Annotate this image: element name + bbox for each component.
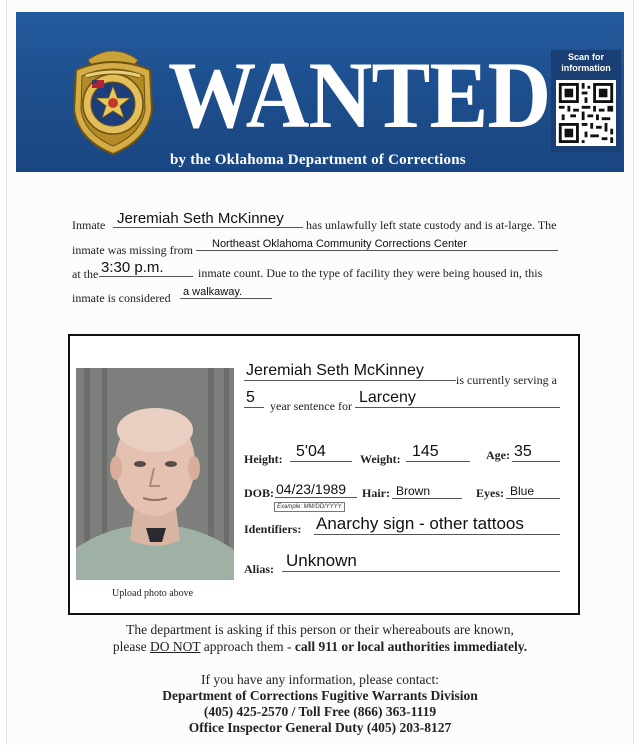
- height-field: 5'04: [290, 443, 352, 462]
- inspector-phone: Office Inspector General Duty (405) 203-8127: [188, 720, 452, 735]
- inmate-name-field: Jeremiah Seth McKinney: [113, 210, 303, 228]
- contact-intro: If you have any information, please contact:: [200, 672, 440, 687]
- hair-field: Brown: [392, 484, 462, 499]
- time-field: 3:30 p.m.: [99, 259, 193, 277]
- dob-label: DOB:: [244, 486, 274, 500]
- dob-format-hint: Example: MM/DD/YYYY: [274, 502, 345, 512]
- qr-label: Scan for information: [561, 52, 611, 73]
- eyes-field: Blue: [506, 484, 560, 499]
- intro-label-inmate: Inmate: [72, 218, 106, 232]
- dob-field: 04/23/1989: [275, 481, 357, 498]
- eyes-label: Eyes:: [476, 486, 504, 500]
- weight-label: Weight:: [360, 452, 401, 466]
- division-name: Department of Corrections Fugitive Warrants Division: [162, 688, 478, 703]
- sentence-for-text: year sentence for: [270, 399, 352, 413]
- weight-field: 145: [406, 443, 470, 462]
- age-label: Age:: [486, 448, 510, 462]
- detail-name-field: Jeremiah Seth McKinney: [244, 362, 456, 381]
- inmate-info-box: [68, 334, 580, 615]
- qr-panel[interactable]: [551, 50, 621, 152]
- photo-caption: Upload photo above: [112, 588, 194, 599]
- serving-text: is currently serving a: [456, 373, 557, 387]
- wanted-title: WANTED: [168, 42, 551, 148]
- do-not-text: DO NOT: [150, 639, 201, 654]
- footer-request-line: The department is asking if this person or their whereabouts are known,: [126, 622, 514, 637]
- status-field: a walkaway.: [180, 286, 272, 299]
- intro-label-considered: inmate is considered: [72, 291, 171, 305]
- identifiers-field: Anarchy sign - other tattoos: [314, 514, 560, 535]
- intro-text-unlawful: has unlawfully left state custody and is at-large. The: [306, 218, 557, 232]
- badge-icon: [68, 40, 158, 156]
- qr-code-icon[interactable]: [556, 80, 616, 146]
- height-label: Height:: [244, 452, 283, 466]
- intro-label-missing: inmate was missing from: [72, 243, 193, 257]
- intro-text-count: inmate count. Due to the type of facility they were being housed in, this: [198, 266, 543, 280]
- hair-label: Hair:: [362, 486, 390, 500]
- call-911-text: call 911 or local authorities immediately.: [294, 639, 528, 654]
- alias-label: Alias:: [244, 562, 274, 576]
- division-phones: (405) 425-2570 / Toll Free (866) 363-1119: [203, 704, 437, 719]
- footer-warning-line: please DO NOT approach them - call 911 or local authorities immediately.: [112, 639, 528, 654]
- age-field: 35: [512, 443, 560, 462]
- sentence-years-field: 5: [244, 389, 264, 408]
- intro-label-at-the: at the: [72, 267, 99, 281]
- alias-field: Unknown: [282, 551, 560, 572]
- offense-field: Larceny: [355, 389, 560, 408]
- mugshot-photo: [76, 368, 234, 580]
- identifiers-label: Identifiers:: [244, 522, 302, 536]
- wanted-banner: [16, 12, 624, 172]
- facility-field: Northeast Oklahoma Community Corrections Center: [196, 238, 558, 251]
- banner-subtitle: by the Oklahoma Department of Corrections: [170, 152, 466, 168]
